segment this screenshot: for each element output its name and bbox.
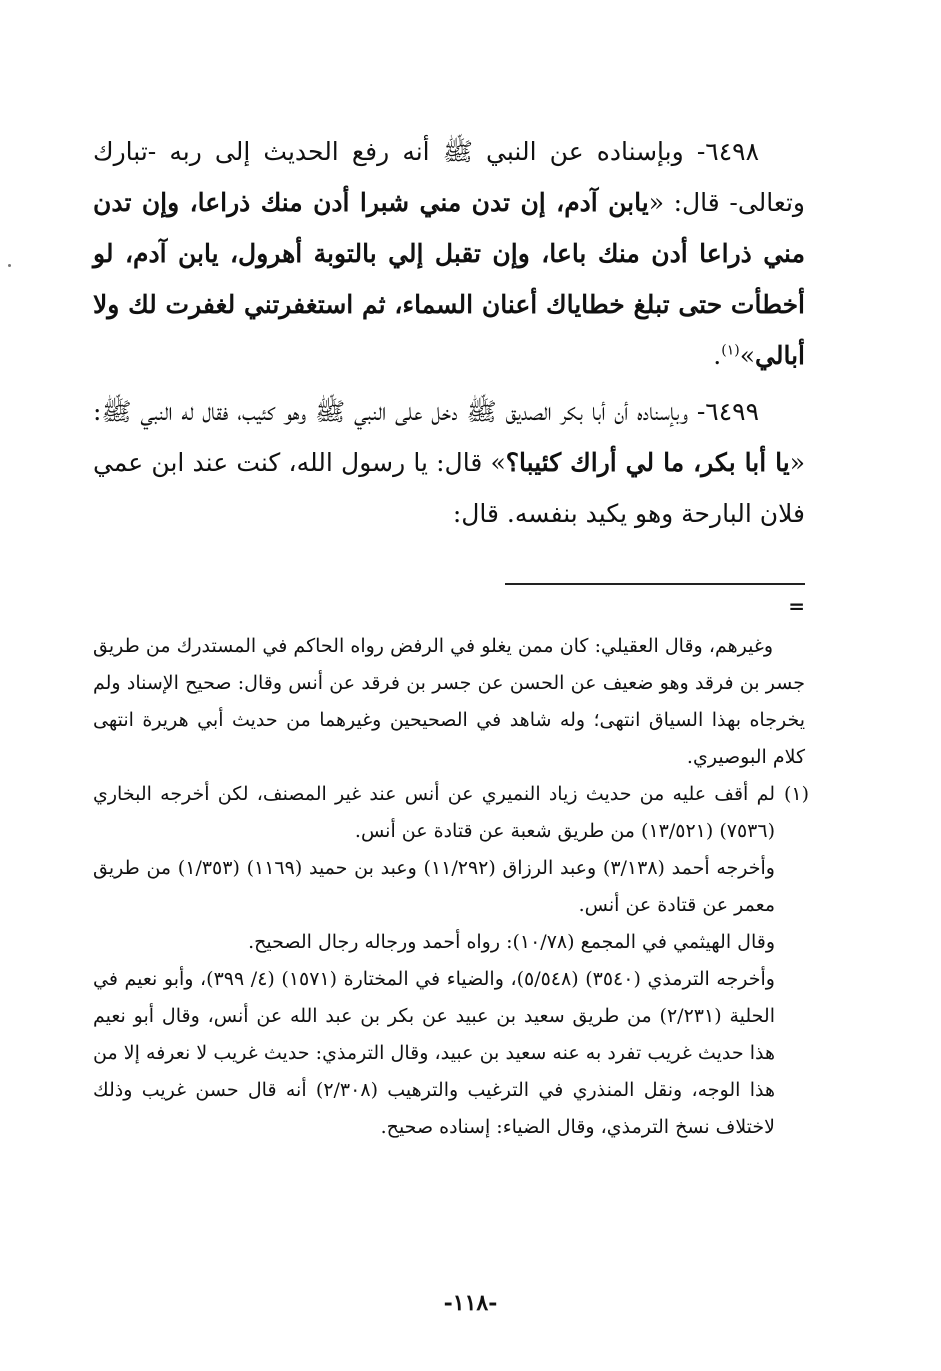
footnote-1-sub-2: وقال الهيثمي في المجمع (١٠/٧٨): رواه أحمد ورجاله رجال الصحيح.: [248, 931, 775, 953]
hadith-6498-quote: يابن آدم، إن تدن مني شبرا أدن منك ذراعا، وإن تدن مني ذراعا أدن منك باعا، وإن تقبل إلي بالتوبة أهرول، يابن آدم، لو أخطأت حتى تبلغ خطاياك أعنان السماء، ثم استغفرتني لغفرت لك ولا أبالي: [93, 188, 805, 370]
hadith-6498-close: »: [739, 341, 756, 370]
footnote-1-sub-3: وأخرجه الترمذي (٣٥٤٠) (٥/٥٤٨)، والضياء في المختارة (١٥٧١) (٤/ ٣٩٩)، وأبو نعيم في الحلية (٢/٢٣١) من طريق سعيد بن عبيد عن بكر بن عبد الله عن أنس، وقال أبو نعيم هذا حديث غريب تفرد به عنه سعيد بن عبيد، وقال الترمذي: حديث غريب لا نعرفه إلا من هذا الوجه، ونقل المنذري في الترغيب والترهيب (٢/٣٠٨) أنه قال حسن غريب وذلك لاختلاف نسخ الترمذي، وقال الضياء: إسناده صحيح.: [93, 968, 776, 1138]
hadith-6499-quote: يا أبا بكر، ما لي أراك كئيبا؟: [505, 448, 790, 477]
hadith-6498-intro: ٦٤٩٨- وبإسناده عن النبي ﷺ أنه رفع الحديث إلى ربه -تبارك وتعالى- قال: «: [93, 137, 805, 217]
footnotes: [93, 628, 809, 1146]
footnote-separator: [505, 583, 805, 585]
hadith-6499: [93, 386, 805, 539]
footnote-ref-1[interactable]: (١): [721, 342, 740, 359]
footnote-continuation-mark: =: [788, 594, 805, 618]
footnote-1-text: لم أقف عليه من حديث زياد النميري عن أنس عند غير المصنف، لكن أخرجه البخاري (٧٥٣٦) (١٣/٥٢١) من طريق شعبة عن قتادة عن أنس.: [93, 783, 775, 842]
footnote-1: [93, 776, 809, 850]
main-text: [93, 126, 805, 539]
page-number: -١١٨-: [443, 1290, 498, 1316]
hadith-6499-intro: ٦٤٩٩- وبإسناده أن أبا بكر الصديق ﷺ دخل على النبي ﷺ وهو كئيب، فقال له النبي ﷺ: «: [93, 397, 806, 477]
footnote-continued: وغيرهم، وقال العقيلي: كان ممن يغلو في الرفض رواه الحاكم في المستدرك من طريق جسر بن فرقد وهو ضعيف عن الحسن عن جسر بن فرقد عن أنس وقال: صحيح الإسناد ولم يخرجاه بهذا السياق انتهى؛ وله شاهد في الصحيحين وغيرهما من حديث أبي هريرة انتهى كلام البوصيري.: [93, 635, 805, 768]
hadith-6498-end: .: [713, 341, 722, 370]
footnote-number: (١): [783, 783, 809, 805]
scan-speck: [8, 264, 11, 267]
footnote-1-sub-1: وأخرجه أحمد (٣/١٣٨) وعبد الرزاق (١١/٢٩٢) وعبد بن حميد (١١٦٩) (١/٣٥٣) من طريق معمر عن قتادة عن أنس.: [93, 857, 775, 916]
hadith-6498: [93, 126, 805, 381]
hadith-6499-outro: » قال: يا رسول الله، كنت عند ابن عمي فلان البارحة وهو يكيد بنفسه. قال:: [93, 448, 805, 528]
